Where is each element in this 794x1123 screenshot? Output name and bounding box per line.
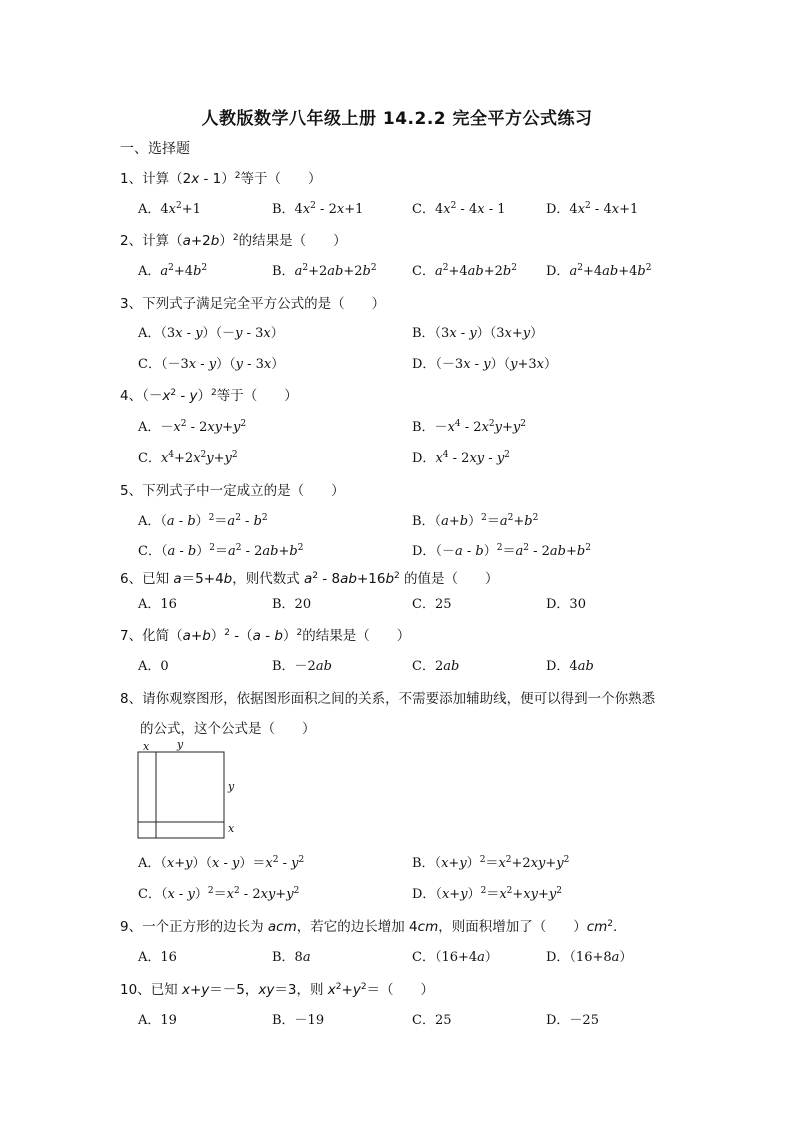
square-figure bbox=[130, 738, 250, 848]
q4-option-d[interactable]: D．$x^4 - 2xy - y^2$ bbox=[412, 450, 510, 466]
q10-option-d[interactable]: D．－25 bbox=[546, 1013, 599, 1028]
q1-option-a[interactable]: A．$4x^2+1$ bbox=[138, 201, 201, 217]
question-4: 4、$(-x^2 - y)^2$等于（ ） bbox=[120, 388, 298, 404]
q9-option-c[interactable]: C．（16+4a） bbox=[412, 950, 498, 965]
q7-option-a[interactable]: A．0 bbox=[138, 659, 169, 674]
q2-option-d[interactable]: D．$a^2+4ab+4b^2$ bbox=[546, 263, 652, 279]
question-8-continued: 的公式，这个公式是（ ） bbox=[140, 721, 316, 737]
section-heading: 一、选择题 bbox=[120, 141, 190, 157]
q3-option-b[interactable]: B．（3x - y）（3x+y） bbox=[412, 326, 544, 341]
question-7: 7、化简$(a+b)^2$ -（a - b）$^2$的结果是（ ） bbox=[120, 628, 411, 644]
q8-option-c[interactable]: C．$(x - y)^2=x^2 - 2xy+y^2$ bbox=[138, 886, 300, 902]
label-right-x: x bbox=[228, 822, 235, 835]
question-9: 9、一个正方形的边长为 acm，若它的边长增加 4cm，则面积增加了（ ）$cm^2$. bbox=[120, 919, 618, 935]
q6-option-d[interactable]: D．30 bbox=[546, 597, 586, 612]
q6-option-a[interactable]: A．16 bbox=[138, 597, 177, 612]
question-3: 3、下列式子满足完全平方公式的是（ ） bbox=[120, 296, 386, 312]
q1-option-b[interactable]: B．$4x^2 - 2x+1$ bbox=[272, 201, 364, 217]
q6-option-b[interactable]: B．20 bbox=[272, 597, 312, 612]
q10-option-a[interactable]: A．19 bbox=[138, 1013, 177, 1028]
q8-option-a[interactable]: A．$(x+y)(x - y)=x^2 - y^2$ bbox=[138, 855, 305, 871]
q9-option-d[interactable]: D．（16+8a） bbox=[546, 950, 633, 965]
question-6: 6、已知 a＝5+4b，则代数式 $a^2 - 8ab+16b^2$ 的值是（ ） bbox=[120, 571, 499, 587]
q2-option-c[interactable]: C．$a^2+4ab+2b^2$ bbox=[412, 263, 517, 279]
q8-option-b[interactable]: B．$(x+y)^2=x^2+2xy+y^2$ bbox=[412, 855, 570, 871]
q4-option-a[interactable]: A．$-x^2 - 2xy+y^2$ bbox=[138, 419, 247, 435]
q9-option-a[interactable]: A．16 bbox=[138, 950, 177, 965]
q2-option-b[interactable]: B．$a^2+2ab+2b^2$ bbox=[272, 263, 377, 279]
q1-option-d[interactable]: D．$4x^2 - 4x+1$ bbox=[546, 201, 639, 217]
q1-option-c[interactable]: C．$4x^2 - 4x - 1$ bbox=[412, 201, 506, 217]
q5-option-a[interactable]: A．$(a - b)^2=a^2 - b^2$ bbox=[138, 513, 268, 529]
q7-option-c[interactable]: C．2ab bbox=[412, 659, 460, 674]
q6-option-c[interactable]: C．25 bbox=[412, 597, 452, 612]
label-right-y: y bbox=[228, 780, 235, 793]
q5-option-b[interactable]: B．$(a+b)^2=a^2+b^2$ bbox=[412, 513, 539, 529]
q5-option-c[interactable]: C．$(a - b)^2=a^2 - 2ab+b^2$ bbox=[138, 543, 304, 559]
label-top-y: y bbox=[177, 738, 184, 751]
q5-option-d[interactable]: D．$(-a - b)^2=a^2 - 2ab+b^2$ bbox=[412, 543, 591, 559]
question-10: 10、已知 x+y＝－5，xy＝3，则 $x^2+y^2=$（ ） bbox=[120, 982, 435, 998]
q2-option-a[interactable]: A．$a^2+4b^2$ bbox=[138, 263, 208, 279]
q9-option-b[interactable]: B．8a bbox=[272, 950, 311, 965]
q3-option-c[interactable]: C．（－3x - y）（y - 3x） bbox=[138, 357, 285, 372]
question-8: 8、请你观察图形，依据图形面积之间的关系，不需要添加辅助线，便可以得到一个你熟悉 bbox=[120, 691, 656, 707]
q7-option-b[interactable]: B．－2ab bbox=[272, 659, 332, 674]
question-1: 1、计算（2x - 1）$^2$等于（ ） bbox=[120, 171, 322, 187]
q8-option-d[interactable]: D．$(x+y)^2=x^2+xy+y^2$ bbox=[412, 886, 562, 902]
q4-option-b[interactable]: B．$-x^4 - 2x^2y+y^2$ bbox=[412, 419, 527, 435]
q3-option-a[interactable]: A．（3x - y）（－y - 3x） bbox=[138, 326, 284, 341]
label-top-x: x bbox=[143, 740, 150, 753]
q3-option-d[interactable]: D．（－3x - y）（y+3x） bbox=[412, 357, 557, 372]
q10-option-b[interactable]: B．－19 bbox=[272, 1013, 325, 1028]
question-2: 2、计算$(a+2b)^2$的结果是（ ） bbox=[120, 233, 347, 249]
document-title: 人教版数学八年级上册 14.2.2 完全平方公式练习 bbox=[201, 109, 593, 129]
q7-option-d[interactable]: D．4ab bbox=[546, 659, 594, 674]
q10-option-c[interactable]: C．25 bbox=[412, 1013, 452, 1028]
q4-option-c[interactable]: C．$x^4+2x^2y+y^2$ bbox=[138, 450, 238, 466]
question-5: 5、下列式子中一定成立的是（ ） bbox=[120, 483, 345, 499]
